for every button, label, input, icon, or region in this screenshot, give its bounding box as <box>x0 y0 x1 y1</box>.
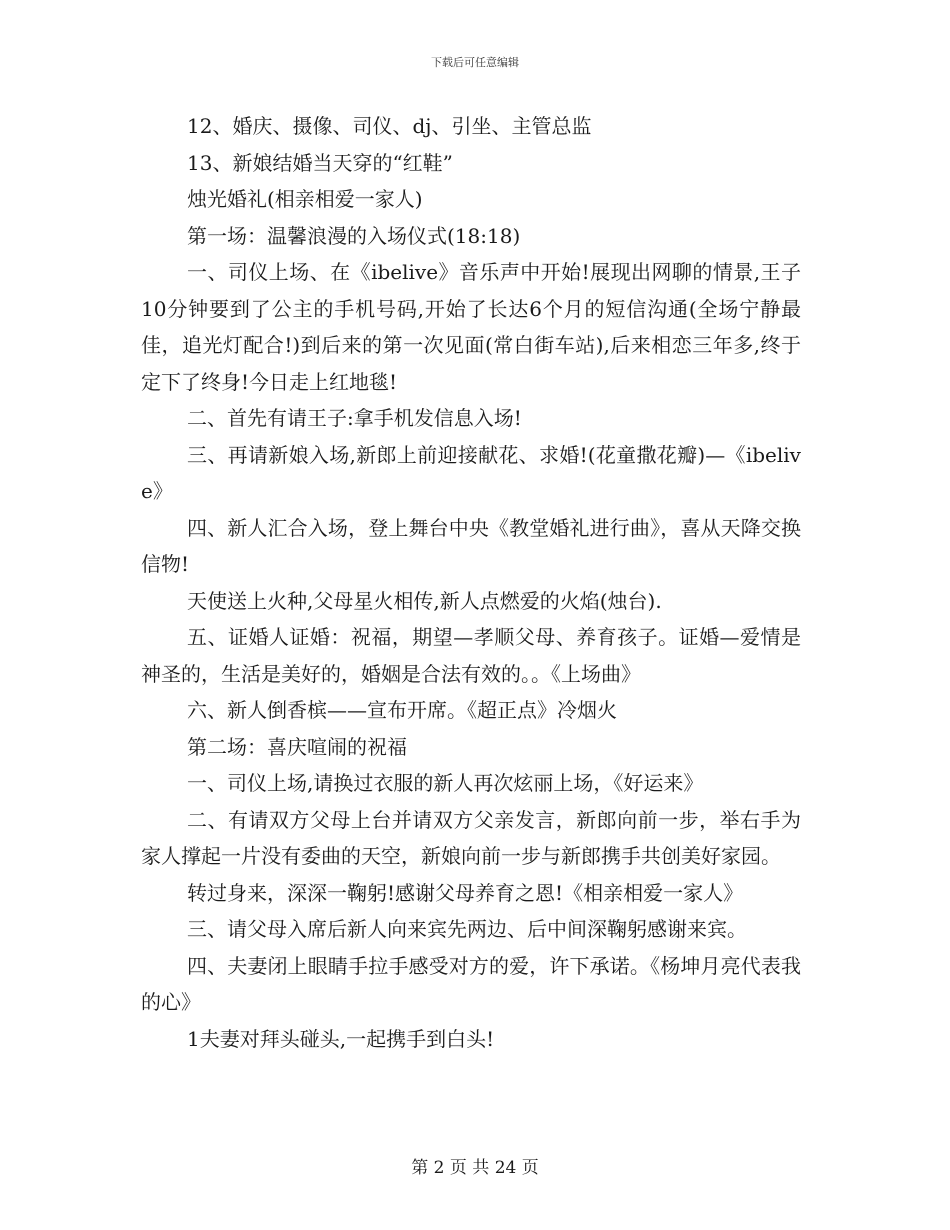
section-heading: 第二场：喜庆喧闹的祝福 <box>187 734 407 759</box>
paragraph: 转过身来，深深一鞠躬!感谢父母养育之恩!《相亲相爱一家人》 <box>187 880 744 905</box>
paragraph: 天使送上火种,父母星火相传,新人点燃爱的火焰(烛台). <box>187 588 662 613</box>
paragraph: 三、再请新娘入场,新郎上前迎接献花、求婚!(花童撒花瓣)—《ibelive》 <box>141 442 801 503</box>
paragraph: 五、证婚人证婚：祝福，期望—孝顺父母、养育孩子。证婚—爱情是神圣的，生活是美好的，婚姻是合法有效的。。《上场曲》 <box>141 625 801 686</box>
section-title: 烛光婚礼(相亲相爱一家人) <box>187 187 423 211</box>
paragraph: 一、司仪上场,请换过衣服的新人再次炫丽上场，《好运来》 <box>187 771 704 795</box>
paragraph: 二、有请双方父母上台并请双方父亲发言，新郎向前一步，举右手为家人撑起一片没有委曲的天空，新娘向前一步与新郎携手共创美好家园。 <box>141 807 801 868</box>
paragraph: 13、新娘结婚当天穿的“红鞋” <box>187 150 453 175</box>
section-heading: 第一场：温馨浪漫的入场仪式(18:18) <box>187 223 521 248</box>
paragraph: 一、司仪上场、在《ibelive》音乐声中开始!展现出网聊的情景,王子10分钟要到了公主的手机号码,开始了长达6个月的短信沟通(全场宁静最佳，追光灯配合!)到后来的第一次见面(常白街车站),后来相恋三年多,终于定下了终身!今日走上红地毯! <box>141 260 801 394</box>
paragraph: 四、夫妻闭上眼睛手拉手感受对方的爱，许下承诺。《杨坤月亮代表我的心》 <box>141 953 801 1014</box>
page-number: 第 2 页 共 24 页 <box>411 1158 539 1178</box>
paragraph: 12、婚庆、摄像、司仪、dj、引坐、主管总监 <box>187 114 592 138</box>
paragraph: 三、请父母入席后新人向来宾先两边、后中间深鞠躬感谢来宾。 <box>187 917 747 941</box>
document-body <box>141 108 801 1057</box>
paragraph: 六、新人倒香槟——宣布开席。《超正点》冷烟火 <box>187 698 617 722</box>
paragraph: 四、新人汇合入场，登上舞台中央《教堂婚礼进行曲》，喜从天降交换信物! <box>141 515 801 576</box>
paragraph: 1夫妻对拜头碰头,一起携手到白头! <box>187 1026 495 1051</box>
page-header-note: 下载后可任意编辑 <box>431 56 519 69</box>
paragraph: 二、首先有请王子:拿手机发信息入场! <box>187 406 522 430</box>
